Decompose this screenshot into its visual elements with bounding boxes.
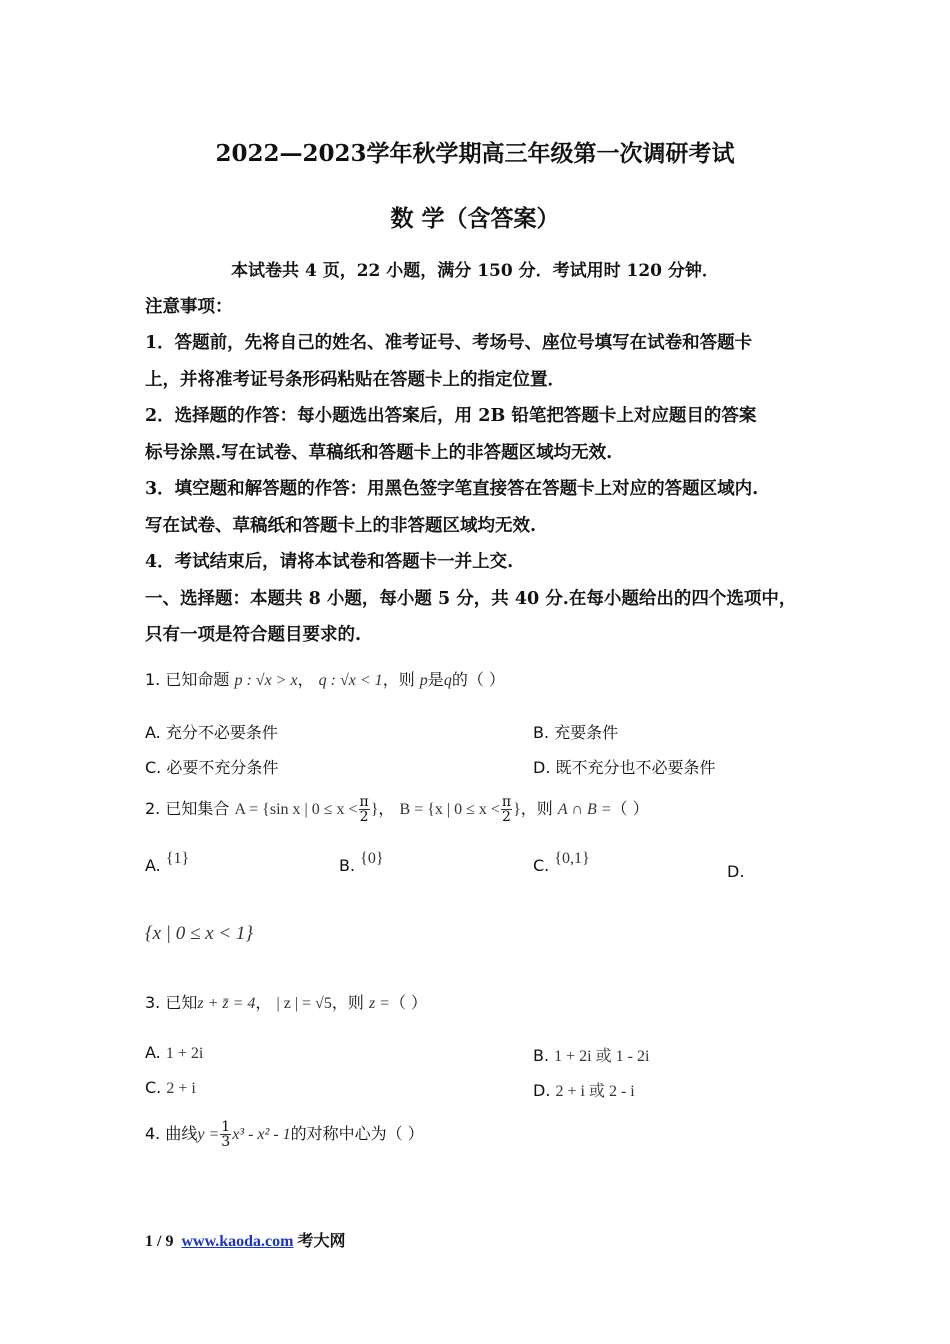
- math-expression: p : √x > x: [234, 672, 298, 689]
- option-label: B.: [533, 1046, 550, 1065]
- section-heading: 一、选择题：本题共 8 小题，每小题 5 分，共 40 分.在每小题给出的四个选项中，: [145, 589, 797, 609]
- option-text: {x | 0 ≤ x < 1}: [145, 923, 254, 944]
- question-text: ，则: [331, 993, 364, 1012]
- option-label: C.: [145, 1078, 162, 1097]
- option-text: 既不充分也不必要条件: [555, 758, 716, 777]
- site-link[interactable]: www.kaoda.com: [181, 1233, 294, 1250]
- option-b[interactable]: [339, 850, 384, 875]
- math-expression: A = {sin x | 0 ≤ x <: [234, 801, 358, 818]
- site-name: 考大网: [297, 1233, 346, 1250]
- option-a[interactable]: [145, 1043, 203, 1063]
- option-d[interactable]: [727, 862, 744, 881]
- option-c[interactable]: [533, 850, 590, 875]
- notice-line: 3．填空题和解答题的作答：用黑色签字笔直接答在答题卡上对应的答题区域内.: [145, 479, 759, 499]
- question-4: [145, 1120, 424, 1149]
- option-b[interactable]: [533, 720, 618, 743]
- notice-line: 2．选择题的作答：每小题选出答案后，用 2B 铅笔把答题卡上对应题目的答案: [145, 406, 757, 426]
- question-text: 的（ ）: [451, 670, 505, 689]
- exam-subtitle: 数 学（含答案）: [390, 205, 560, 232]
- fraction-denominator: 3: [221, 1134, 231, 1150]
- fraction: [220, 1120, 231, 1149]
- option-label: A.: [145, 723, 161, 742]
- notice-line: 标号涂黑.写在试卷、草稿纸和答题卡上的非答题区域均无效.: [145, 443, 613, 463]
- question-text: 曲线: [165, 1124, 198, 1143]
- question-1: 1. 已知命题 p : √x > x， q : √x < 1，则 p是q的（ ）: [145, 670, 505, 689]
- fraction: [501, 795, 512, 824]
- option-text: {0}: [360, 850, 384, 867]
- option-label: A.: [145, 1043, 161, 1062]
- math-variable: q: [443, 672, 452, 689]
- fraction-numerator: π: [359, 794, 369, 810]
- math-expression: A ∩ B =: [557, 801, 612, 818]
- option-d[interactable]: [533, 755, 716, 778]
- notice-line: 1．答题前，先将自己的姓名、准考证号、考场号、座位号填写在试卷和答题卡: [145, 333, 753, 353]
- fraction-numerator: π: [501, 794, 512, 810]
- math-expression: z =: [368, 995, 390, 1012]
- notice-line: 写在试卷、草稿纸和答题卡上的非答题区域均无效.: [145, 516, 537, 536]
- math-symbol: }: [370, 801, 379, 818]
- option-text: 必要不充分条件: [166, 758, 279, 777]
- question-number: 1.: [145, 670, 161, 689]
- math-symbol: }: [513, 801, 521, 818]
- option-text: 2 + i: [166, 1080, 196, 1097]
- option-text: 1 + 2i: [165, 1045, 204, 1062]
- question-3: 3. 已知z + z̄ = 4， | z | = √5，则 z =（ ）: [145, 993, 428, 1012]
- math-expression: | z | = √5: [276, 995, 332, 1012]
- exam-title: 2022—2023学年秋学期高三年级第一次调研考试: [215, 140, 735, 167]
- question-number: 2.: [145, 799, 161, 818]
- section-heading: 只有一项是符合题目要求的.: [145, 625, 362, 645]
- notice-title: 注意事项：: [145, 297, 233, 317]
- notice-line: 上，并将准考证号条形码粘贴在答题卡上的指定位置．: [145, 370, 565, 390]
- question-text: 已知: [165, 993, 198, 1012]
- fraction-denominator: 2: [502, 809, 511, 825]
- option-label: D.: [533, 758, 551, 777]
- option-label: D.: [727, 862, 745, 881]
- fraction-denominator: 2: [359, 809, 369, 825]
- option-c[interactable]: [145, 1078, 196, 1098]
- math-expression: z + z̄ = 4: [197, 995, 256, 1012]
- question-number: 4.: [145, 1124, 161, 1143]
- notice-line: 4．考试结束后，请将本试卷和答题卡一并上交.: [145, 552, 514, 572]
- option-a[interactable]: [145, 720, 278, 743]
- option-label: B.: [339, 856, 356, 875]
- math-expression: y =: [197, 1126, 220, 1143]
- option-label: A.: [145, 856, 161, 875]
- option-a[interactable]: [145, 850, 189, 875]
- question-2: 2. 已知集合 A = {sin x | 0 ≤ x < $\frac{\pi}{2}$ }， B = {x | 0 ≤ x < $\frac{\pi}{2}$ }，则 A ∩ B =（ ）: [145, 794, 649, 825]
- option-text: 充分不必要条件: [165, 723, 278, 742]
- question-text: 已知命题: [165, 670, 230, 689]
- option-label: B.: [533, 723, 550, 742]
- question-text: （ ）: [611, 799, 649, 818]
- page-footer: [145, 1228, 345, 1251]
- page-number: 1 / 9: [145, 1233, 174, 1250]
- option-c[interactable]: [145, 755, 278, 778]
- option-label: C.: [533, 856, 550, 875]
- option-b[interactable]: [533, 1043, 649, 1066]
- option-text: {1}: [165, 850, 190, 867]
- fraction: [359, 795, 370, 824]
- question-text: （ ）: [389, 993, 428, 1012]
- option-text: 充要条件: [554, 723, 619, 742]
- math-variable: p: [419, 672, 428, 689]
- question-text: 是: [427, 670, 444, 689]
- option-label: D.: [533, 1081, 551, 1100]
- math-expression: x³ - x² - 1: [232, 1126, 291, 1143]
- option-text: 1 + 2i 或 1 - 2i: [554, 1048, 650, 1065]
- fraction-numerator: 1: [221, 1119, 231, 1135]
- question-text: ，则: [382, 670, 415, 689]
- option-d-text: [145, 922, 253, 945]
- option-label: C.: [145, 758, 162, 777]
- option-d[interactable]: [533, 1078, 635, 1101]
- question-text: 已知集合: [165, 799, 230, 818]
- question-text: 的对称中心为（ ）: [290, 1124, 424, 1143]
- question-number: 3.: [145, 993, 161, 1012]
- exam-summary: 本试卷共 4 页，22 小题，满分 150 分．考试用时 120 分钟．: [231, 261, 719, 281]
- math-expression: q : √x < 1: [318, 672, 383, 689]
- question-text: ，则: [520, 799, 553, 818]
- option-text: 2 + i 或 2 - i: [555, 1083, 635, 1100]
- math-expression: B = {x | 0 ≤ x <: [399, 801, 500, 818]
- option-text: {0,1}: [554, 850, 590, 867]
